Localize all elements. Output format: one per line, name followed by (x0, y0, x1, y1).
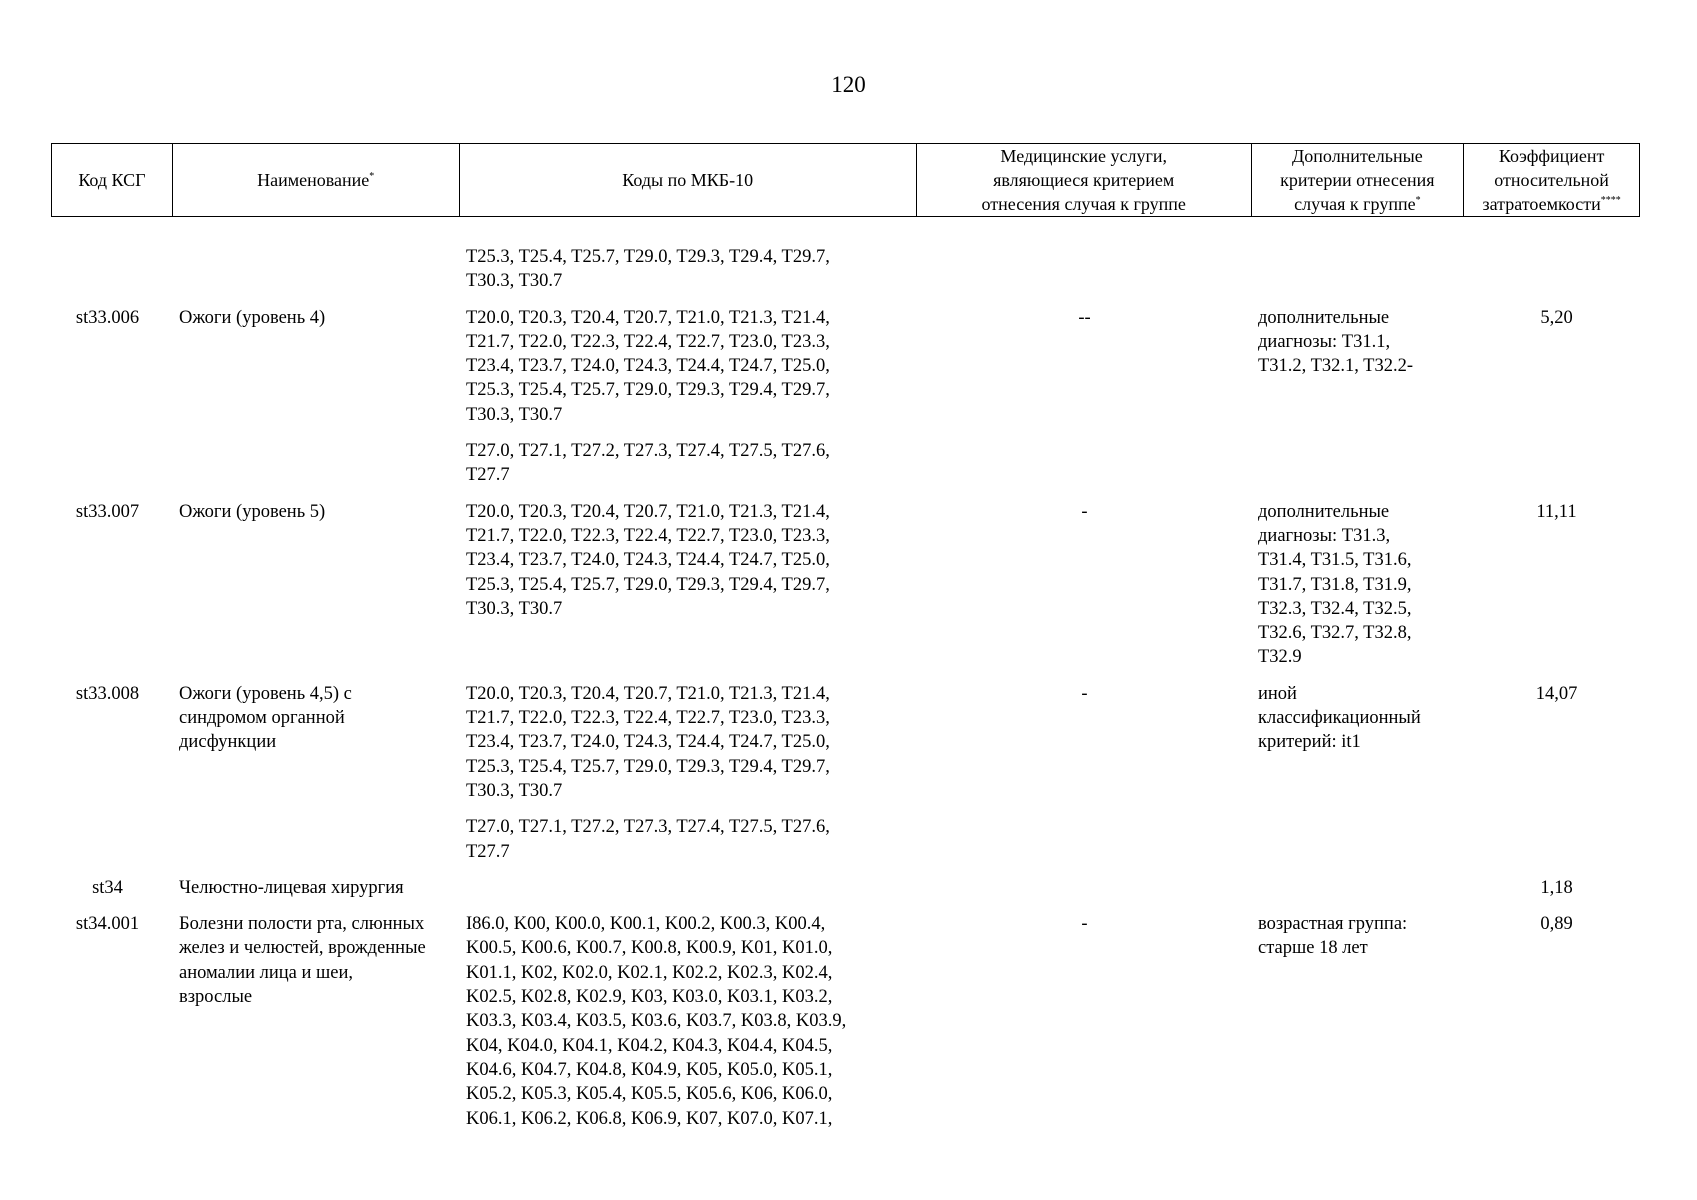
cell-mkb-codes: T20.0, T20.3, T20.4, T20.7, T21.0, T21.3, T21.4, T21.7, T22.0, T22.3, T22.4, T22.7, T23.0, T23.3, T23.4, T23.7, T24.0, T24.3, T24.4, T24.7, T25.0, T25.3, T25.4, T25.7, T29.0, T29.3, T29.4, T29.7, T30.3, T30.7 (466, 307, 830, 425)
cell-name: Ожоги (уровень 4) (179, 307, 326, 328)
header-mkb (460, 144, 917, 216)
header-name-footnote-mark: * (369, 171, 375, 182)
cell-coef: 14,07 (1535, 683, 1578, 704)
cell-coef: 0,89 (1540, 914, 1573, 935)
cell-mkb (459, 500, 917, 670)
header-services-label: Медицинские услуги, являющиеся критерием отнесения случая к группе (981, 146, 1186, 214)
cell-mkb (459, 682, 917, 864)
cell-services-value: - (1081, 914, 1088, 935)
cell-extra (1252, 245, 1465, 294)
cell-code: st33.006 (75, 307, 140, 328)
cell-mkb (459, 912, 917, 1131)
cell-mkb-codes-additional: T27.0, T27.1, T27.2, T27.3, T27.4, T27.5, T27.6, T27.7 (466, 441, 830, 486)
cell-coef: 5,20 (1540, 307, 1573, 328)
header-mkb-label: Коды по МКБ-10 (622, 170, 754, 190)
cell-name: Ожоги (уровень 5) (179, 501, 326, 522)
header-extra-label: Дополнительные критерии отнесения случая к группе (1280, 146, 1435, 214)
header-extra-footnote-mark: * (1415, 195, 1421, 206)
cell-code: st33.008 (75, 683, 140, 704)
table-row (51, 912, 1640, 1131)
cell-services (917, 306, 1252, 488)
cell-name (172, 245, 459, 294)
cell-mkb-codes: I86.0, K00, K00.0, K00.1, K00.2, K00.3, K00.4, K00.5, K00.6, K00.7, K00.8, K00.9, K01, K01.0, K01.1, K02, K02.0, K02.1, K02.2, K02.3, K02.4, K02.5, K02.8, K02.9, K03, K03.0, K03.1, K03.2, K03.3, K03.4, K03.5, K03.6, K03.7, K03.8, K03.9, K04, K04.0, K04.1, K04.2, K04.3, K04.4, K04.5, K04.6, K04.7, K04.8, K04.9, K05, K05.0, K05.1, K05.2, K05.3, K05.4, K05.5, K05.6, K06, K06.0, K06.1, K06.2, K06.8, K06.9, K07, K07.0, K07.1, (466, 914, 847, 1129)
cell-extra-criteria: дополнительные диагнозы: T31.1, T31.2, T32.1, T32.2 (1258, 307, 1407, 377)
header-coef-footnote-mark: **** (1600, 195, 1621, 206)
cell-code (51, 245, 172, 294)
cell-code: st33.007 (75, 501, 140, 522)
cell-mkb-codes: T20.0, T20.3, T20.4, T20.7, T21.0, T21.3, T21.4, T21.7, T22.0, T22.3, T22.4, T22.7, T23.0, T23.3, T23.4, T23.7, T24.0, T24.3, T24.4, T24.7, T25.0, T25.3, T25.4, T25.7, T29.0, T29.3, T29.4, T29.7, T30.3, T30.7 (466, 501, 830, 619)
header-code (52, 144, 173, 216)
page-number: 120 (831, 72, 866, 97)
cell-name: Ожоги (уровень 4,5) с синдромом органной дисфункции (179, 683, 352, 753)
cell-services-value: - (1078, 307, 1085, 328)
header-extra (1252, 144, 1465, 216)
cell-services-value-additional: - (1084, 307, 1091, 328)
cell-extra (1252, 912, 1465, 1131)
cell-services (917, 876, 1252, 900)
header-code-label: Код КСГ (78, 170, 146, 190)
table-row (51, 500, 1640, 670)
cell-name: Челюстно-лицевая хирургия (179, 877, 404, 898)
cell-extra-criteria: иной классификационный критерий: it1 (1258, 683, 1421, 753)
cell-name: Болезни полости рта, слюнных желез и челюстей, врожденные аномалии лица и шеи, взрослые (179, 914, 426, 1008)
header-coef (1464, 144, 1639, 216)
cell-mkb-codes-additional: T27.0, T27.1, T27.2, T27.3, T27.4, T27.5, T27.6, T27.7 (466, 817, 830, 862)
cell-extra-criteria: дополнительные диагнозы: T31.3, T31.4, T31.5, T31.6, T31.7, T31.8, T31.9, T32.3, T32.4, T32.5, T32.6, T32.7, T32.8, T32.9 (1258, 501, 1412, 668)
table-row (51, 306, 1640, 488)
cell-extra (1252, 876, 1465, 900)
table-row (51, 682, 1640, 864)
header-services (917, 144, 1252, 216)
cell-mkb (459, 306, 917, 488)
cell-services (917, 912, 1252, 1131)
cell-extra (1252, 682, 1465, 864)
cell-coef: 1,18 (1540, 877, 1573, 898)
header-name-label: Наименование (257, 170, 370, 190)
cell-mkb-codes: T20.0, T20.3, T20.4, T20.7, T21.0, T21.3, T21.4, T21.7, T22.0, T22.3, T22.4, T22.7, T23.0, T23.3, T23.4, T23.7, T24.0, T24.3, T24.4, T24.7, T25.0, T25.3, T25.4, T25.7, T29.0, T29.3, T29.4, T29.7, T30.3, T30.7 (466, 683, 830, 801)
cell-services (917, 682, 1252, 864)
cell-mkb (459, 245, 917, 294)
table-header (51, 143, 1640, 217)
table-row (51, 245, 1640, 294)
cell-coef: 11,11 (1536, 501, 1577, 522)
cell-services (917, 245, 1252, 294)
cell-extra (1252, 500, 1465, 670)
cell-code: st34 (92, 877, 123, 898)
cell-code: st34.001 (75, 914, 140, 935)
cell-services-value: - (1081, 683, 1088, 704)
cell-services-value: - (1081, 501, 1088, 522)
cell-extra-criteria-additional: - (1406, 356, 1414, 377)
header-coef-label: Коэффициент относительной затратоемкости (1482, 146, 1609, 214)
cell-extra (1252, 306, 1465, 488)
table-row (51, 876, 1640, 900)
table-body (51, 245, 1640, 1143)
cell-mkb (459, 876, 917, 900)
header-name (173, 144, 460, 216)
cell-services (917, 500, 1252, 670)
cell-coef (1465, 245, 1640, 294)
cell-extra-criteria: возрастная группа: старше 18 лет (1258, 914, 1408, 959)
cell-mkb-codes: T25.3, T25.4, T25.7, T29.0, T29.3, T29.4, T29.7, T30.3, T30.7 (466, 247, 830, 292)
